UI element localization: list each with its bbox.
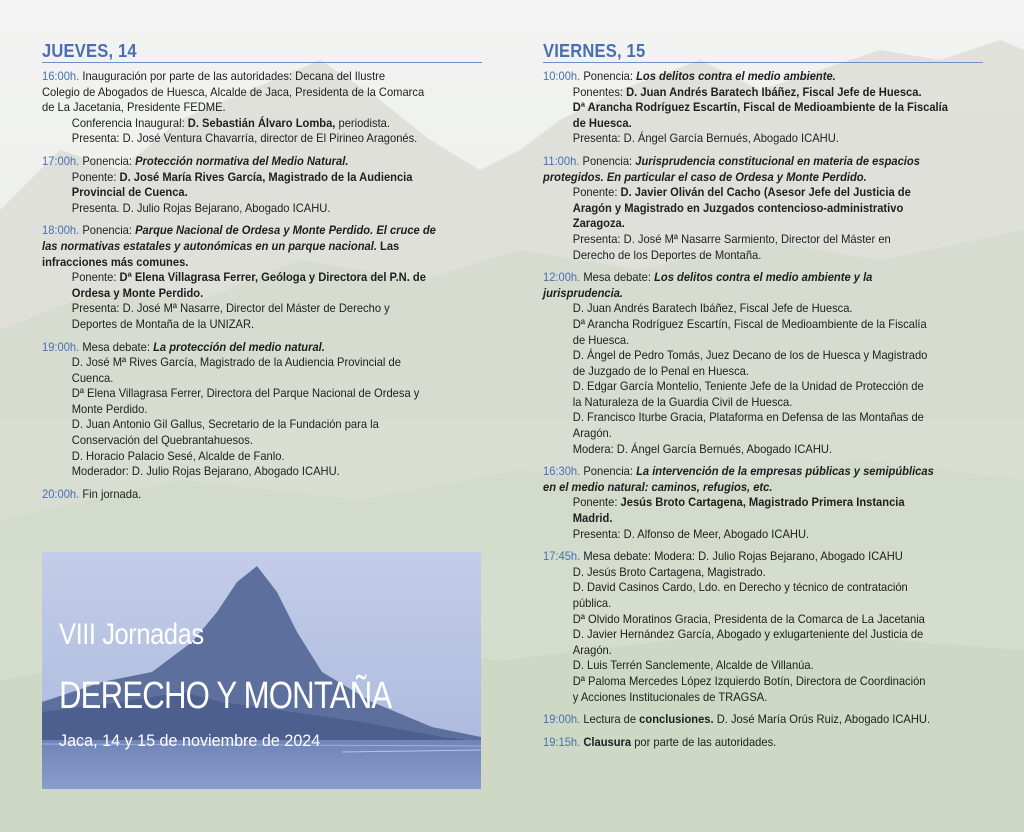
session-line: [42, 201, 484, 217]
session-text: D. Juan Antonio Gil Gallus, Secretario de la Fundación para la: [71, 417, 379, 432]
session-text: Deportes de Montaña de la UNIZAR.: [71, 316, 255, 331]
session-line: [543, 301, 985, 317]
session-block: [543, 69, 985, 147]
poster-date-place: Jaca, 14 y 15 de noviembre de 2024: [59, 731, 321, 750]
speaker-name: D. Javier Oliván del Cacho (Asesor Jefe del Justicia de: [620, 185, 911, 200]
session-text: Mesa debate:: [580, 270, 655, 285]
session-text: Presenta: D. Ángel García Bernués, Abogado ICAHU.: [572, 131, 839, 146]
session-line: [543, 286, 985, 302]
session-time: 16:00h.: [42, 69, 80, 83]
session-text: periodista.: [335, 115, 390, 130]
session-line: [42, 371, 484, 387]
session-line: [42, 386, 484, 402]
session-topic: Los delitos contra el medio ambiente.: [636, 69, 836, 83]
session-line: [543, 379, 985, 395]
session-line: [543, 410, 985, 426]
session-line: [42, 255, 484, 271]
session-text: Presenta: D. José Mª Nasarre, Director del Máster de Derecho y: [71, 301, 390, 316]
session-topic: Protección normativa del Medio Natural.: [135, 153, 349, 168]
session-line: [42, 239, 484, 255]
session-line: [543, 690, 985, 706]
session-line: [42, 223, 484, 239]
session-text: Ponencia:: [579, 153, 636, 168]
day-heading-friday: VIERNES, 15: [543, 41, 646, 61]
session-line: [543, 480, 985, 496]
session-line: [543, 495, 985, 511]
session-line: [543, 580, 985, 596]
session-topic: las normativas estatales y autonómicas en un parque nacional.: [42, 238, 377, 253]
session-text: Presenta. D. Julio Rojas Bejarano, Abogado ICAHU.: [71, 200, 331, 215]
session-text: D. Jesús Broto Cartagena, Magistrado.: [572, 564, 766, 579]
session-line: [543, 527, 985, 543]
session-text: Mesa debate: Modera: D. Julio Rojas Bejarano, Abogado ICAHU: [580, 549, 903, 564]
session-line: [543, 442, 985, 458]
session-text: Ponencia:: [79, 223, 136, 238]
session-line: [42, 464, 484, 480]
friday-schedule: [543, 69, 983, 750]
session-text: Ponente:: [572, 185, 621, 200]
session-time: 19:00h.: [543, 712, 581, 727]
session-line: [543, 85, 985, 101]
session-text: Cuenca.: [71, 370, 114, 385]
session-time: 12:00h.: [543, 270, 581, 285]
heading-divider: [543, 62, 983, 63]
session-text: D. Francisco Iturbe Gracia, Plataforma en Defensa de las Montañas de: [572, 410, 924, 425]
event-poster: [42, 552, 481, 789]
session-text: Dª Paloma Mercedes López Izquierdo Botín, Directora de Coordinación: [572, 673, 926, 688]
session-text: Aragón.: [572, 642, 612, 657]
speaker-name: conclusiones.: [639, 712, 714, 727]
poster-title: DERECHO Y MONTAÑA: [59, 675, 392, 717]
session-line: [42, 170, 484, 186]
session-line: [543, 364, 985, 380]
session-text: Mesa debate:: [79, 339, 154, 354]
session-text: Conferencia Inaugural:: [71, 115, 188, 130]
session-text: Ponencia:: [79, 153, 136, 168]
session-text: la Naturaleza de la Guardia Civil de Huesca.: [572, 394, 793, 409]
session-line: [543, 549, 985, 565]
session-line: [543, 69, 985, 85]
session-line: [543, 201, 985, 217]
session-time: 19:00h.: [42, 339, 80, 354]
session-line: [543, 511, 985, 527]
session-text: Presenta: D. José Mª Nasarre Sarmiento, Director del Máster en: [572, 231, 891, 246]
session-text: Monte Perdido.: [71, 401, 148, 416]
session-line: [42, 340, 484, 356]
session-text: Ponente:: [71, 169, 120, 184]
session-line: [543, 100, 985, 116]
speaker-name: Clausura: [580, 734, 632, 749]
session-topic: Jurisprudencia constitucional en materia de espacios: [635, 153, 920, 168]
session-text: Inauguración por parte de las autoridades: Decana del Ilustre: [79, 69, 386, 83]
session-block: [543, 154, 985, 263]
speaker-name: D. Sebastián Álvaro Lomba,: [187, 115, 336, 130]
session-line: [543, 185, 985, 201]
session-time: 18:00h.: [42, 223, 80, 238]
day-heading-thursday: JUEVES, 14: [42, 41, 137, 61]
speaker-name: Ordesa y Monte Perdido.: [71, 285, 204, 300]
session-line: [42, 100, 484, 116]
session-line: [543, 612, 985, 628]
session-text: Dª Olvido Moratinos Gracia, Presidenta de la Comarca de La Jacetania: [572, 611, 925, 626]
session-line: [543, 170, 985, 186]
session-text: Ponencia:: [580, 69, 637, 83]
session-line: [543, 270, 985, 286]
session-text: y Acciones Institucionales de TRAGSA.: [572, 689, 768, 704]
session-line: [543, 735, 985, 751]
session-line: [42, 301, 484, 317]
thursday-column: [42, 40, 482, 509]
session-block: [42, 154, 484, 216]
session-line: [42, 69, 484, 85]
session-line: [42, 85, 484, 101]
session-text: de Juzgado de lo Penal en Huesca.: [572, 363, 749, 378]
session-line: [543, 643, 985, 659]
session-text: Aragón.: [572, 426, 612, 441]
session-text: de Huesca.: [572, 332, 630, 347]
session-time: 10:00h.: [543, 69, 581, 83]
session-text: D. Horacio Palacio Sesé, Alcalde de Fanlo.: [71, 448, 285, 463]
session-text: Dª Arancha Rodríguez Escartín, Fiscal de Medioambiente de la Fiscalía: [572, 316, 927, 331]
session-topic: en el medio natural: caminos, refugios, etc.: [543, 479, 773, 494]
session-line: [543, 154, 985, 170]
session-line: [543, 596, 985, 612]
session-topic: protegidos. En particular el caso de Ordesa y Monte Perdido.: [543, 169, 867, 184]
poster-edition: VIII Jornadas: [59, 618, 204, 651]
session-line: [543, 216, 985, 232]
session-text: Derecho de los Deportes de Montaña.: [572, 247, 762, 262]
speaker-name: infracciones más comunes.: [42, 254, 189, 269]
session-line: [42, 417, 484, 433]
session-text: D. Edgar García Montelio, Teniente Jefe de la Unidad de Protección de: [572, 379, 924, 394]
session-line: [543, 674, 985, 690]
session-line: [543, 658, 985, 674]
speaker-name: Aragón y Magistrado en Juzgados contencioso-administrativo: [572, 200, 904, 215]
session-time: 17:45h.: [543, 549, 581, 564]
session-line: [42, 449, 484, 465]
session-line: [543, 348, 985, 364]
session-line: [42, 317, 484, 333]
session-topic: Los delitos contra el medio ambiente y la: [654, 270, 873, 285]
thursday-schedule: [42, 69, 482, 502]
session-time: 20:00h.: [42, 486, 80, 501]
session-text: Ponentes:: [572, 84, 627, 99]
session-line: [42, 402, 484, 418]
session-line: [543, 131, 985, 147]
session-line: [42, 185, 484, 201]
session-line: [543, 248, 985, 264]
session-text: Modera: D. Ángel García Bernués, Abogado ICAHU.: [572, 441, 833, 456]
session-text: D. Luis Terrén Sanclemente, Alcalde de Villanúa.: [572, 658, 814, 673]
session-line: [42, 487, 484, 503]
speaker-name: D. Juan Andrés Baratech Ibáñez, Fiscal Jefe de Huesca.: [626, 84, 922, 99]
session-line: [543, 464, 985, 480]
session-block: [42, 223, 484, 332]
session-line: [543, 116, 985, 132]
speaker-name: Madrid.: [572, 511, 613, 526]
speaker-name: D. José María Rives García, Magistrado de la Audiencia: [119, 169, 413, 184]
session-text: de La Jacetania, Presidente FEDME.: [42, 100, 226, 115]
speaker-name: Dª Elena Villagrasa Ferrer, Geóloga y Directora del P.N. de: [119, 270, 426, 285]
session-line: [42, 131, 484, 147]
session-block: [543, 549, 985, 705]
session-line: [543, 232, 985, 248]
session-time: 11:00h.: [543, 153, 580, 168]
session-text: Ponencia:: [580, 464, 637, 479]
session-text: Lectura de: [580, 712, 640, 727]
speaker-name: Provincial de Cuenca.: [71, 185, 188, 200]
session-text: D. Javier Hernández García, Abogado y exlugarteniente del Justicia de: [572, 627, 924, 642]
session-line: [42, 433, 484, 449]
session-line: [42, 355, 484, 371]
session-line: [543, 627, 985, 643]
session-text: por parte de las autoridades.: [631, 734, 777, 749]
session-line: [543, 317, 985, 333]
session-text: Colegio de Abogados de Huesca, Alcalde de Jaca, Presidenta de la Comarca: [42, 84, 425, 99]
session-time: 16:30h.: [543, 464, 581, 479]
session-line: [543, 565, 985, 581]
session-block: [543, 712, 985, 728]
session-text: D. David Casinos Cardo, Ldo. en Derecho y técnico de contratación: [572, 580, 908, 595]
session-line: [543, 333, 985, 349]
session-block: [543, 464, 985, 542]
speaker-name: Zaragoza.: [572, 216, 625, 231]
session-text: Presenta: D. José Ventura Chavarría, director de El Pirineo Aragonés.: [71, 131, 418, 146]
session-time: 19:15h.: [543, 734, 581, 749]
session-block: [543, 735, 985, 751]
session-time: 17:00h.: [42, 153, 80, 168]
session-line: [543, 712, 985, 728]
session-text: Fin jornada.: [79, 486, 142, 501]
session-text: D. José María Orús Ruiz, Abogado ICAHU.: [713, 712, 931, 727]
session-text: Dª Elena Villagrasa Ferrer, Directora del Parque Nacional de Ordesa y: [71, 386, 420, 401]
session-text: Moderador: D. Julio Rojas Bejarano, Abogado ICAHU.: [71, 464, 340, 479]
session-topic: La intervención de la empresas públicas y semipúblicas: [636, 464, 934, 479]
session-text: Ponente:: [71, 270, 120, 285]
session-line: [543, 426, 985, 442]
speaker-name: Dª Arancha Rodríguez Escartín, Fiscal de Medioambiente de la Fiscalía: [572, 100, 948, 115]
session-block: [42, 487, 484, 503]
session-text: Presenta: D. Alfonso de Meer, Abogado ICAHU.: [572, 526, 810, 541]
session-text: Conservación del Quebrantahuesos.: [71, 433, 253, 448]
mountain-lake-image: [42, 552, 481, 789]
session-text: D. José Mª Rives García, Magistrado de la Audiencia Provincial de: [71, 355, 401, 370]
session-block: [42, 340, 484, 480]
session-text: pública.: [572, 596, 612, 610]
session-block: [543, 270, 985, 457]
session-line: [42, 286, 484, 302]
speaker-name: Las: [376, 238, 400, 253]
friday-column: [543, 40, 983, 757]
speaker-name: Jesús Broto Cartagena, Magistrado Primera Instancia: [620, 495, 905, 510]
session-topic: La protección del medio natural.: [153, 339, 325, 354]
session-block: [42, 69, 484, 147]
session-line: [42, 116, 484, 132]
session-text: D. Ángel de Pedro Tomás, Juez Decano de los de Huesca y Magistrado: [572, 348, 928, 363]
session-line: [543, 395, 985, 411]
heading-divider: [42, 62, 482, 63]
session-text: Ponente:: [572, 495, 621, 510]
session-topic: jurisprudencia.: [543, 285, 624, 300]
session-line: [42, 154, 484, 170]
session-topic: Parque Nacional de Ordesa y Monte Perdido. El cruce de: [135, 223, 436, 238]
session-line: [42, 270, 484, 286]
speaker-name: de Huesca.: [572, 115, 632, 130]
session-text: D. Juan Andrés Baratech Ibáñez, Fiscal Jefe de Huesca.: [572, 301, 853, 316]
